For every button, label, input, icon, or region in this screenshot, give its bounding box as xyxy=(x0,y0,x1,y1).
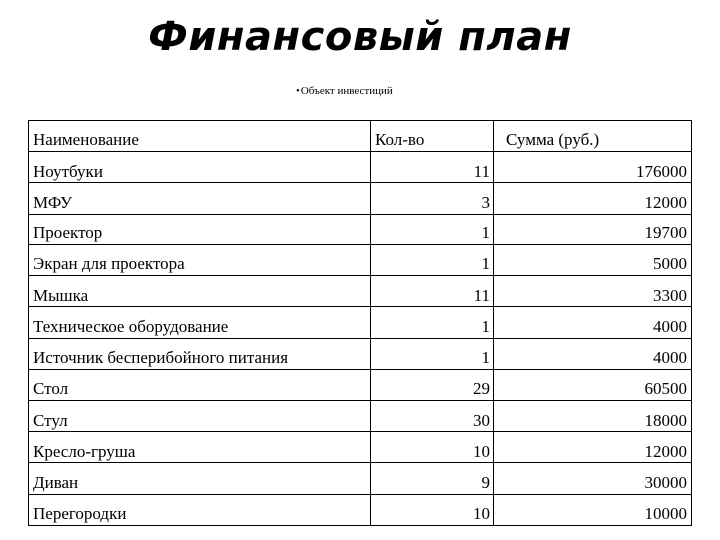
cell-sum: 12000 xyxy=(494,183,692,214)
header-sum: Сумма (руб.) xyxy=(494,121,692,152)
cell-sum: 19700 xyxy=(494,214,692,244)
cell-qty: 11 xyxy=(371,276,494,307)
table-row xyxy=(29,463,692,494)
cell-qty: 29 xyxy=(371,369,494,400)
cell-sum: 12000 xyxy=(494,432,692,463)
table-header-row xyxy=(29,121,692,152)
cell-name: Техническое оборудование xyxy=(29,307,371,338)
cell-sum: 176000 xyxy=(494,152,692,183)
table-row xyxy=(29,494,692,525)
cell-name: Диван xyxy=(29,463,371,494)
table-row xyxy=(29,338,692,369)
cell-sum: 5000 xyxy=(494,244,692,275)
table-row xyxy=(29,276,692,307)
cell-qty: 30 xyxy=(371,400,494,431)
table-row xyxy=(29,307,692,338)
table-row xyxy=(29,152,692,183)
bullet-icon: • xyxy=(296,85,300,97)
table-row xyxy=(29,400,692,431)
cell-qty: 9 xyxy=(371,463,494,494)
cell-qty: 3 xyxy=(371,183,494,214)
cell-qty: 10 xyxy=(371,432,494,463)
table-row xyxy=(29,432,692,463)
cell-sum: 4000 xyxy=(494,307,692,338)
table-row xyxy=(29,214,692,244)
cell-sum: 4000 xyxy=(494,338,692,369)
cell-sum: 18000 xyxy=(494,400,692,431)
cell-name: МФУ xyxy=(29,183,371,214)
table-row xyxy=(29,369,692,400)
cell-sum: 60500 xyxy=(494,369,692,400)
cell-name: Кресло-груша xyxy=(29,432,371,463)
cell-qty: 11 xyxy=(371,152,494,183)
cell-name: Экран для проектора xyxy=(29,244,371,275)
cell-name: Ноутбуки xyxy=(29,152,371,183)
header-qty: Кол-во xyxy=(371,121,494,152)
cell-qty: 1 xyxy=(371,214,494,244)
cell-name: Источник бесперибойного питания xyxy=(29,338,371,369)
cell-qty: 10 xyxy=(371,494,494,525)
cell-sum: 3300 xyxy=(494,276,692,307)
financial-plan-table xyxy=(28,120,692,526)
cell-sum: 30000 xyxy=(494,463,692,494)
table-row xyxy=(29,244,692,275)
cell-name: Перегородки xyxy=(29,494,371,525)
cell-qty: 1 xyxy=(371,338,494,369)
cell-name: Стул xyxy=(29,400,371,431)
cell-qty: 1 xyxy=(371,307,494,338)
page-title: Финансовый план xyxy=(148,14,572,60)
cell-name: Стол xyxy=(29,369,371,400)
header-name: Наименование xyxy=(29,121,371,152)
cell-sum: 10000 xyxy=(494,494,692,525)
cell-name: Мышка xyxy=(29,276,371,307)
table-row xyxy=(29,183,692,214)
subtitle xyxy=(296,85,393,97)
cell-qty: 1 xyxy=(371,244,494,275)
cell-name: Проектор xyxy=(29,214,371,244)
subtitle-text: Объект инвестиций xyxy=(300,85,393,97)
